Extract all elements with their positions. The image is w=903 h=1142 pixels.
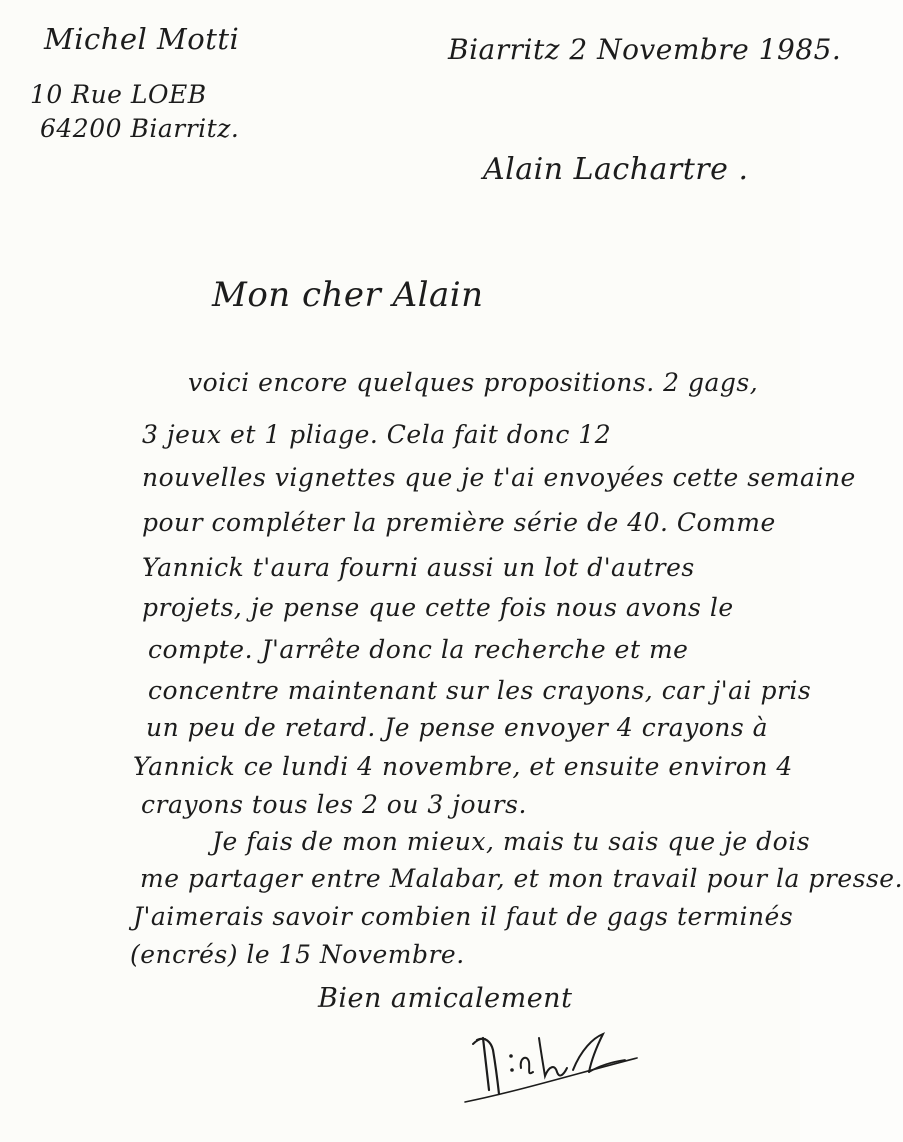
body-line: (encrés) le 15 Novembre. [130,940,465,969]
body-line: 3 jeux et 1 pliage. Cela fait donc 12 [142,420,612,449]
body-line: Yannick ce lundi 4 novembre, et ensuite environ 4 [133,752,793,781]
salutation: Mon cher Alain [212,275,484,315]
sender-city: 64200 Biarritz. [40,114,240,143]
place-date: Biarritz 2 Novembre 1985. [448,33,842,66]
body-line: voici encore quelques propositions. 2 gags, [188,368,759,397]
body-line: projets, je pense que cette fois nous avons le [142,593,734,622]
body-line: pour compléter la première série de 40. Comme [142,508,776,537]
body-line: crayons tous les 2 ou 3 jours. [141,790,527,819]
body-line: Yannick t'aura fourni aussi un lot d'autres [142,553,695,582]
body-line: nouvelles vignettes que je t'ai envoyées cette semaine [142,463,856,492]
body-line: concentre maintenant sur les crayons, car j'ai pris [148,676,812,705]
body-line: me partager entre Malabar, et mon travail pour la presse. [140,864,903,893]
sender-name: Michel Motti [44,22,240,56]
closing: Bien amicalement [318,983,573,1014]
handwritten-signature [455,1010,645,1110]
recipient-name: Alain Lachartre . [483,152,749,187]
body-line: Je fais de mon mieux, mais tu sais que je dois [212,827,811,856]
sender-street: 10 Rue LOEB [30,80,207,109]
body-line: un peu de retard. Je pense envoyer 4 crayons à [146,713,769,742]
body-line: compte. J'arrête donc la recherche et me [148,635,689,664]
body-line: J'aimerais savoir combien il faut de gags terminés [133,902,794,931]
